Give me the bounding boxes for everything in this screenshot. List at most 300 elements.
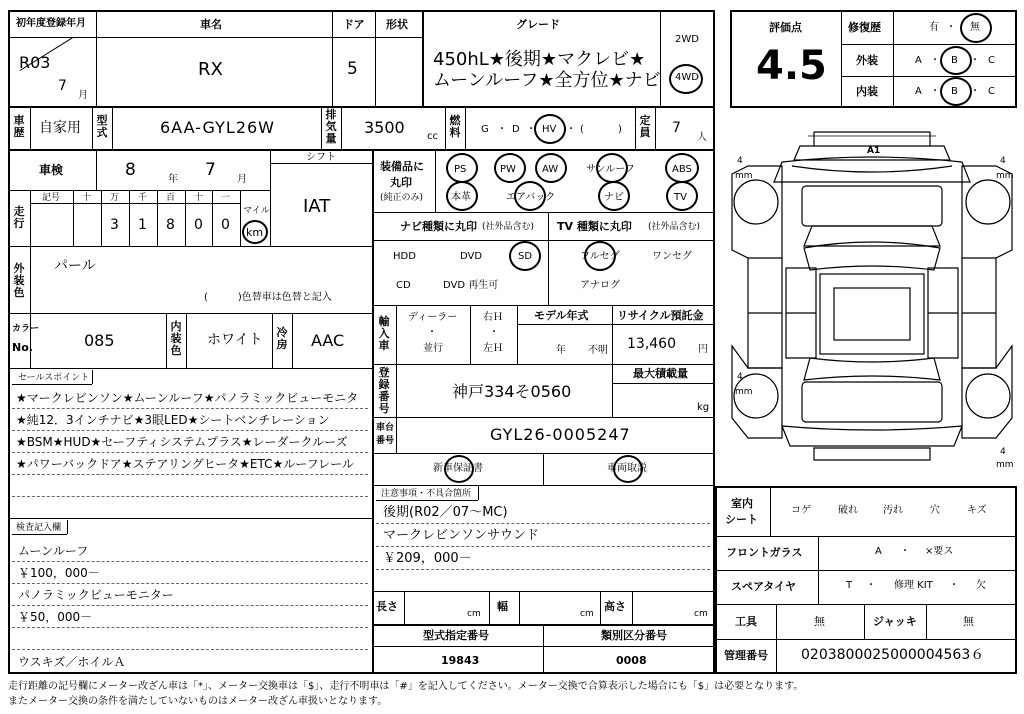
equipment-label-1: 装備品に (380, 160, 424, 173)
divider (470, 305, 471, 364)
tv-analog: アナログ (580, 280, 620, 291)
inspection-month: 7 (205, 160, 216, 180)
equip-pw-circle (494, 153, 526, 183)
inspector-line: パノラミックビューモニター (18, 588, 174, 602)
interior-b: B (951, 86, 958, 97)
fuel-paren-open: ( (580, 124, 584, 135)
equip-tv-circle (666, 181, 698, 211)
interior-color: ホワイト (207, 332, 263, 348)
navi-dvd: DVD (460, 251, 483, 262)
tire-mm-rl: mm (735, 387, 753, 397)
repair-dot: ・ (946, 22, 956, 33)
divider (321, 106, 322, 149)
divider (92, 370, 93, 384)
recycle-label: リサイクル預託金 (617, 309, 704, 322)
inspector-line: ￥50，000－ (18, 610, 93, 624)
width-label: 幅 (497, 600, 508, 613)
equip-airbag-circle (514, 181, 546, 211)
equip-sunroof: サンルーフ (586, 164, 635, 175)
ext-color-label: 外装色 (13, 262, 25, 299)
equip-abs: ABS (672, 164, 692, 175)
divider (632, 591, 633, 624)
divider (30, 106, 31, 149)
divider (841, 76, 1017, 77)
divider (612, 305, 613, 364)
navi-sd-circle (509, 241, 541, 271)
cm-unit: cm (694, 609, 708, 619)
divider (635, 106, 636, 149)
ext-color: パール (54, 258, 96, 274)
inspection-year-unit: 年 (168, 174, 178, 185)
fuel-dot: ・ (497, 124, 507, 135)
mileage-sub: 万 (110, 193, 120, 203)
tire-depth-rr: 4 (1000, 447, 1006, 457)
rule (12, 452, 368, 453)
notes-label: 注意事項・不具合箇所 (381, 489, 472, 499)
equip-tv: TV (674, 192, 687, 203)
maxload-label: 最大積載量 (633, 367, 688, 380)
divider (8, 149, 715, 151)
divider (818, 536, 819, 604)
rule (12, 561, 368, 562)
warranty-circle (444, 455, 474, 483)
fuel-dot: ・ (566, 124, 576, 135)
footer-line1: 走行距離の記号欄にメーター改ざん車は「*」、メーター交換車は「$」、走行不明車は「#」を記入してください。メーター交換で合算表示した場合にも「$」は必要となります。 (8, 681, 804, 692)
chassis-label-2: 番号 (376, 436, 395, 446)
glass-repair: ×要ス (925, 546, 954, 557)
tire-mm-fr: mm (996, 171, 1014, 181)
doors: 5 (347, 59, 358, 79)
colorno-label-bottom: No. (12, 341, 33, 354)
navi-dvd-play: DVD 再生可 (443, 280, 499, 291)
repair-no-circle (960, 13, 992, 43)
registration-number: 神戸334そ0560 (452, 382, 572, 401)
mileage-sub-sign: 記号 (42, 193, 61, 203)
class-number: 0008 (616, 654, 647, 667)
modelyear-label: モデル年式 (534, 309, 589, 322)
divider (376, 500, 478, 501)
displacement: 3500 (364, 118, 405, 137)
divider (926, 604, 927, 639)
divider (96, 149, 97, 190)
divider (30, 203, 240, 204)
name-label: 車名 (200, 18, 222, 31)
manual-circle (613, 455, 643, 483)
capacity: 7 (672, 120, 681, 136)
diagram-mark: A1 (867, 146, 881, 156)
navi-label: ナビ種類に丸印 (400, 220, 477, 233)
divider (185, 190, 186, 246)
tire-mm-fl: mm (735, 171, 753, 181)
spare-label: スペアタイヤ (731, 580, 797, 593)
sales-line: ★パワーバックドア★ステアリングヒータ★ETC★ルーフレール (16, 457, 354, 471)
divider (372, 149, 374, 674)
tv-fullseg: フルセグ (580, 251, 620, 262)
chassis-label-1: 車台 (376, 423, 395, 433)
divider (435, 149, 436, 212)
divider (612, 383, 715, 384)
car-name: RX (198, 59, 223, 80)
seat-option: コゲ (791, 505, 811, 516)
navi-sub: (社外品含む) (482, 222, 535, 232)
score-label: 評価点 (769, 21, 802, 34)
import-dot: ・ (489, 327, 499, 338)
reg-month-unit: 月 (78, 90, 88, 101)
notes-line: 後期(R02／07～MC) (383, 505, 508, 520)
divider (8, 246, 372, 247)
inspection-label: 車検 (39, 163, 64, 177)
navi-cd: CD (396, 280, 411, 291)
divider (372, 305, 715, 306)
seat-option: 汚れ (883, 505, 903, 516)
sales-line: ★マークレビンソン★ムーンルーフ★パノラミックビューモニタ (16, 391, 359, 405)
tv-sub: (社外品含む) (648, 222, 701, 232)
divider (864, 604, 865, 639)
divider (92, 106, 93, 149)
jack-label: ジャッキ (873, 615, 917, 628)
divider (372, 485, 715, 486)
divider (600, 591, 601, 624)
ext-color-note: ( )色替車は色替と記入 (204, 292, 332, 303)
inspector-line: ムーンルーフ (18, 544, 89, 558)
rule (376, 546, 710, 547)
spare-kit: 修理 KIT (894, 580, 933, 591)
divider (96, 10, 97, 106)
equip-aw: AW (542, 164, 559, 175)
interior-dot: ・ (970, 86, 980, 97)
divider (112, 106, 113, 149)
glass-label: フロントガラス (726, 546, 803, 559)
equip-navi: ナビ (604, 192, 624, 203)
seat-label-2: シート (725, 513, 758, 526)
divider (8, 190, 270, 191)
rule (376, 569, 710, 570)
divider (332, 10, 333, 106)
rule (12, 474, 368, 475)
history: 自家用 (39, 120, 81, 136)
disp-label: 排気量 (325, 108, 337, 145)
interior-a: A (915, 86, 922, 97)
seat-option: 破れ (838, 505, 858, 516)
exterior-a: A (915, 55, 922, 66)
seat-option: 穴 (930, 505, 940, 516)
sales-line: ★BSM★HUD★セーフティシステムプラス★レーダークルーズ (16, 435, 348, 449)
equip-aw-circle (535, 153, 567, 183)
divider (73, 190, 74, 246)
fuel-hv: HV (542, 124, 557, 135)
divider (270, 163, 372, 164)
divider (770, 486, 771, 536)
exterior-b-circle (940, 46, 972, 75)
import-label: 輸入車 (378, 315, 390, 352)
cap-unit: 人 (697, 132, 707, 143)
divider (272, 313, 273, 368)
reg-label: 初年度登録年月 (16, 18, 86, 29)
equipment-label-2: 丸印 (390, 176, 412, 189)
spare-t: T (846, 580, 853, 591)
equip-abs-circle (665, 153, 699, 183)
colorno: 085 (84, 331, 115, 350)
rule (12, 408, 368, 409)
length-label: 長さ (376, 600, 398, 613)
divider (375, 10, 376, 106)
divider (517, 324, 715, 325)
colorno-label-top: カラー (12, 324, 40, 334)
divider (8, 368, 372, 369)
footer-line2: またメーター交換の条件を満たしていないものはメーター改ざん車扱いとなります。 (8, 696, 388, 707)
type-label: 型式指定番号 (423, 629, 489, 642)
rule (12, 496, 368, 497)
rule (12, 605, 368, 606)
divider (30, 190, 31, 246)
repair-label: 修復歴 (848, 21, 881, 34)
divider (776, 604, 777, 674)
sales-label: セールスポイント (18, 373, 90, 383)
mileage-digit: 0 (194, 217, 203, 233)
import-dot: ・ (427, 327, 437, 338)
modelyear-unit: 年 (556, 345, 566, 356)
exterior-label: 外装 (856, 54, 878, 67)
spare-dot: ・ (866, 580, 876, 591)
equip-pw: PW (500, 164, 516, 175)
jack: 無 (963, 615, 974, 628)
type-number: 19843 (441, 654, 480, 667)
mileage-sub: 一 (221, 193, 231, 203)
divider (129, 190, 130, 246)
tv-oneseg: ワンセグ (652, 251, 692, 262)
divider (465, 106, 466, 149)
divider (715, 570, 1017, 571)
equip-leather-circle (446, 181, 478, 211)
control-label: 管理番号 (724, 649, 768, 662)
shift-label: シフト (306, 152, 336, 163)
model: 6AA-GYL26W (160, 118, 275, 137)
notes-line: ￥209，000－ (383, 551, 472, 566)
grade-label: グレード (516, 18, 560, 31)
divider (8, 106, 715, 108)
tools-label: 工具 (735, 615, 757, 628)
exterior-b: B (951, 55, 958, 66)
divider (841, 44, 1017, 45)
cap-label: 定員 (639, 114, 651, 139)
navi-sd: SD (518, 251, 533, 262)
divider (543, 624, 544, 674)
fuel-g: G (481, 124, 489, 135)
sales-line: ★純12．3インチナビ★3眼LED★シートベンチレーション (16, 413, 330, 427)
recycle: 13,460 (627, 336, 676, 352)
import-parallel: 並行 (423, 343, 443, 354)
mile-label: マイル (243, 206, 270, 216)
divider (655, 106, 656, 149)
drive-2wd: 2WD (675, 34, 699, 45)
divider (101, 190, 102, 246)
mileage-digit: 0 (221, 217, 230, 233)
equip-navi-circle (598, 181, 630, 211)
shift: IAT (303, 196, 331, 217)
fuel-hv-circle (534, 114, 566, 144)
km-circle (242, 220, 268, 244)
glass-a: A (875, 546, 882, 557)
inspection-month-unit: 月 (237, 174, 247, 185)
grade-line1: 450hL★後期★マクレビ★ (433, 49, 646, 70)
height-label: 高さ (604, 600, 626, 613)
divider (12, 534, 67, 535)
fuel-label: 燃料 (449, 114, 461, 139)
equipment-sub: (純正のみ) (380, 193, 424, 203)
yen-unit: 円 (698, 344, 708, 355)
mileage-sub: 十 (194, 193, 204, 203)
mileage-sub: 百 (166, 193, 176, 203)
tire-depth-fl: 4 (737, 156, 743, 166)
equip-leather: 本革 (451, 192, 471, 203)
mileage-label: 走行 (13, 205, 25, 230)
km-label: km (246, 226, 264, 239)
fuel-dot: ・ (526, 124, 536, 135)
import-dealer: ディーラー (408, 312, 458, 323)
glass-dot: ・ (900, 546, 910, 557)
cm-unit: cm (580, 609, 594, 619)
divider (8, 518, 372, 519)
interior-label: 内装色 (170, 320, 182, 357)
exterior-dot: ・ (930, 55, 940, 66)
navi-hdd: HDD (393, 251, 416, 262)
interior-c: C (988, 86, 995, 97)
shape-label: 形状 (386, 18, 408, 31)
divider (396, 305, 397, 364)
equip-ps-circle (446, 153, 478, 183)
inspector-line: ウスキズ／ホイルＡ (18, 655, 126, 669)
divider (715, 536, 1017, 537)
mileage-sub: 十 (82, 193, 92, 203)
kg-unit: kg (697, 402, 710, 413)
ac-label: 冷房 (276, 326, 288, 351)
equip-ps: PS (454, 164, 467, 175)
rule (12, 583, 368, 584)
divider (372, 417, 715, 418)
reg-month: 7 (58, 78, 67, 94)
divider (660, 10, 661, 106)
notes-line: マークレビンソンサウンド (383, 528, 540, 543)
equip-airbag: エアバック (506, 192, 556, 203)
exterior-dot: ・ (970, 55, 980, 66)
rule (12, 627, 368, 628)
divider (12, 384, 92, 385)
mileage-sub: 千 (138, 193, 148, 203)
divider (396, 364, 397, 453)
divider (212, 190, 213, 246)
tools: 無 (814, 615, 825, 628)
fuel-d: D (512, 124, 520, 135)
grade-line2: ムーンルーフ★全方位★ナビ (433, 70, 661, 91)
interior-b-circle (940, 77, 972, 106)
divider (489, 591, 490, 624)
inspector-label: 検査記入欄 (16, 523, 62, 533)
tire-depth-fr: 4 (1000, 156, 1006, 166)
equip-sunroof-circle (596, 153, 628, 183)
mileage-digit: 1 (138, 217, 147, 233)
divider (715, 639, 1017, 640)
interior-rating-label: 内装 (856, 85, 878, 98)
divider (67, 520, 68, 534)
car-diagram (722, 118, 1022, 478)
tire-depth-rl: 4 (737, 372, 743, 382)
inspector-line: ￥100，000－ (18, 566, 100, 580)
chassis: GYL26-0005247 (490, 425, 631, 444)
spare-none: 欠 (976, 580, 986, 591)
divider (186, 313, 187, 368)
divider (548, 212, 549, 305)
rule (12, 649, 368, 650)
inspection-year: 8 (125, 160, 136, 180)
modelyear-unknown: 不明 (588, 345, 608, 356)
divider (517, 305, 518, 364)
divider (372, 591, 715, 592)
mileage-digit: 3 (110, 217, 119, 233)
import-right: 右Ｈ (483, 312, 503, 323)
model-label: 型式 (96, 114, 108, 139)
divider (166, 313, 167, 368)
import-left: 左Ｈ (483, 343, 503, 354)
cc-unit: cc (427, 131, 438, 142)
control-number: 0203800025000004563６ (801, 647, 985, 663)
registration-label: 登録番号 (378, 366, 390, 415)
divider (404, 591, 405, 624)
spare-dot: ・ (949, 580, 959, 591)
drive-4wd-circle (669, 64, 703, 94)
warranty: 新車保証書 (433, 463, 483, 474)
repair-yes: 有 (929, 22, 939, 33)
divider (715, 604, 1017, 605)
divider (893, 10, 894, 108)
divider (519, 591, 520, 624)
divider (292, 313, 293, 368)
reg-year: R03 (19, 53, 51, 72)
divider (240, 190, 241, 246)
tv-label: TV 種類に丸印 (557, 220, 632, 233)
divider (841, 10, 842, 108)
manual: 車両取説 (607, 463, 647, 474)
class-label: 類別区分番号 (601, 629, 667, 642)
repair-no: 無 (970, 22, 980, 33)
divider (30, 246, 31, 313)
cm-unit: cm (467, 609, 481, 619)
seat-option: キズ (967, 505, 987, 516)
interior-dot: ・ (930, 86, 940, 97)
divider (543, 453, 544, 485)
divider (612, 364, 613, 417)
score: 4.5 (756, 43, 827, 89)
mileage-digit: 8 (166, 217, 175, 233)
tire-mm-rr: mm (996, 460, 1014, 470)
ac: AAC (311, 331, 345, 350)
divider (372, 240, 715, 241)
divider (478, 486, 479, 500)
fuel-paren-close: ) (618, 124, 622, 135)
divider (157, 190, 158, 246)
rule (12, 430, 368, 431)
exterior-c: C (988, 55, 995, 66)
door-label: ドア (343, 18, 365, 31)
divider (372, 212, 715, 213)
drive-4wd: 4WD (675, 72, 699, 83)
divider (445, 106, 446, 149)
rule (376, 523, 710, 524)
tv-fullseg-circle (584, 241, 616, 271)
divider (8, 313, 372, 314)
divider (341, 106, 342, 149)
divider (372, 364, 715, 365)
divider (422, 10, 424, 106)
